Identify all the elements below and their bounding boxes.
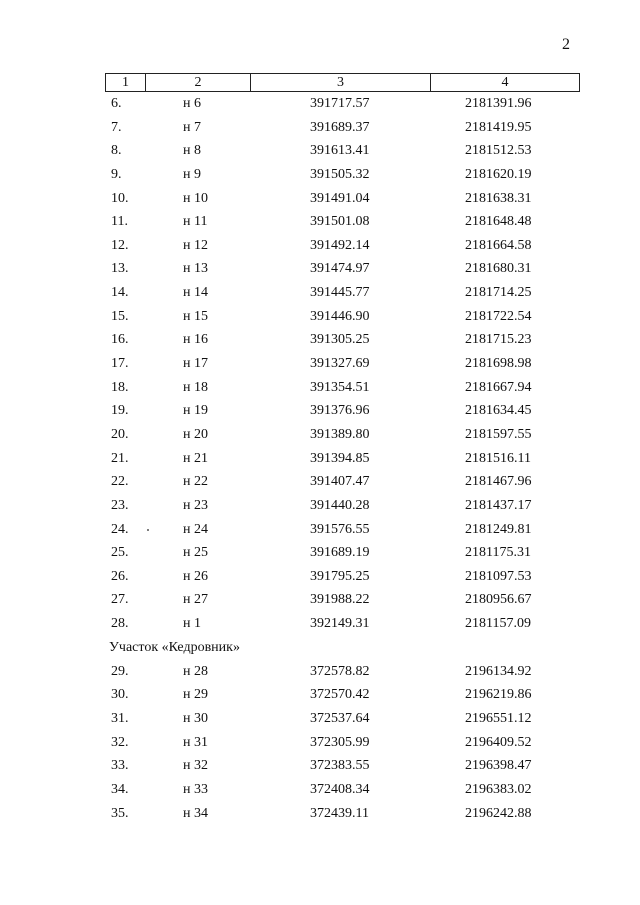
- coordinate-x: 372570.42: [310, 687, 370, 703]
- row-number: 34.: [111, 781, 129, 797]
- point-name: н 9: [183, 166, 201, 182]
- coordinate-y: 2196409.52: [465, 734, 532, 750]
- row-number: 13.: [111, 261, 129, 277]
- point-name: н 25: [183, 545, 208, 561]
- coordinate-y: 2181648.48: [465, 214, 532, 230]
- coordinate-x: 391501.08: [310, 214, 370, 230]
- row-number: 33.: [111, 758, 129, 774]
- table-row: [105, 187, 580, 211]
- table-row: [105, 447, 580, 471]
- coordinate-x: 372439.11: [310, 805, 369, 821]
- column-header-1: 1: [106, 74, 146, 91]
- table-row: [105, 731, 580, 755]
- coordinate-y: 2181597.55: [465, 426, 532, 442]
- point-name: н 8: [183, 143, 201, 159]
- coordinate-x: 391474.97: [310, 261, 370, 277]
- point-name: н 1: [183, 616, 201, 632]
- table-row: [105, 541, 580, 565]
- table-row: [105, 376, 580, 400]
- coordinate-y: 2181175.31: [465, 545, 531, 561]
- point-name: н 13: [183, 261, 208, 277]
- row-number: 11.: [111, 214, 128, 230]
- row-number: 27.: [111, 592, 129, 608]
- table-row: [105, 707, 580, 731]
- coordinate-x: 392149.31: [310, 616, 370, 632]
- row-number: 32.: [111, 734, 129, 750]
- coordinate-x: 391305.25: [310, 332, 370, 348]
- coordinate-y: 2181715.23: [465, 332, 532, 348]
- coordinates-table: [105, 73, 580, 825]
- coordinate-y: 2181512.53: [465, 143, 532, 159]
- table-row: [105, 92, 580, 116]
- coordinate-y: 2181157.09: [465, 616, 531, 632]
- point-name: н 32: [183, 758, 208, 774]
- coordinate-x: 391376.96: [310, 403, 370, 419]
- point-name: н 31: [183, 734, 208, 750]
- point-name: н 26: [183, 568, 208, 584]
- coordinate-y: 2181467.96: [465, 474, 532, 490]
- row-number: 20.: [111, 426, 129, 442]
- row-number: 19.: [111, 403, 129, 419]
- row-number: 31.: [111, 711, 129, 727]
- table-row: [105, 588, 580, 612]
- row-number: 6.: [111, 96, 122, 111]
- coordinate-x: 391440.28: [310, 497, 370, 513]
- coordinate-x: 372408.34: [310, 781, 370, 797]
- coordinate-x: 391407.47: [310, 474, 370, 490]
- table-row: [105, 328, 580, 352]
- point-name: н 20: [183, 426, 208, 442]
- point-name: н 10: [183, 190, 208, 206]
- point-name: н 30: [183, 711, 208, 727]
- row-number: 30.: [111, 687, 129, 703]
- row-number: 24.: [111, 521, 129, 537]
- table-row: [105, 754, 580, 778]
- coordinate-x: 391717.57: [310, 96, 370, 111]
- row-number: 28.: [111, 616, 129, 632]
- point-name: н 33: [183, 781, 208, 797]
- coordinate-x: 391327.69: [310, 356, 370, 372]
- table-row: [105, 116, 580, 140]
- table-row: [105, 163, 580, 187]
- point-name: н 7: [183, 119, 201, 135]
- table-row: [105, 399, 580, 423]
- coordinate-x: 391689.19: [310, 545, 370, 561]
- table-row: [105, 234, 580, 258]
- coordinate-x: 372578.82: [310, 663, 370, 679]
- table-row: [105, 778, 580, 802]
- point-name: н 29: [183, 687, 208, 703]
- coordinate-x: 391492.14: [310, 237, 370, 253]
- coordinate-x: 372383.55: [310, 758, 370, 774]
- column-header-4: 4: [501, 75, 509, 90]
- row-number: 25.: [111, 545, 129, 561]
- table-row: [105, 210, 580, 234]
- table-row: [105, 683, 580, 707]
- coordinate-y: 2181516.11: [465, 450, 531, 466]
- coordinate-y: 2181620.19: [465, 166, 532, 182]
- coordinate-x: 391491.04: [310, 190, 370, 206]
- coordinate-y: 2181634.45: [465, 403, 532, 419]
- point-name: н 14: [183, 285, 208, 301]
- coordinate-y: 2181097.53: [465, 568, 532, 584]
- column-header-2: 2: [146, 74, 251, 91]
- point-name: н 22: [183, 474, 208, 490]
- coordinate-y: 2181667.94: [465, 379, 532, 395]
- point-name: н 16: [183, 332, 208, 348]
- coordinate-y: 2196383.02: [465, 781, 532, 797]
- coordinate-y: 2181638.31: [465, 190, 532, 206]
- row-number: 7.: [111, 119, 122, 135]
- row-number: 21.: [111, 450, 129, 466]
- point-name: н 18: [183, 379, 208, 395]
- table-row: [105, 352, 580, 376]
- coordinate-y: 2196398.47: [465, 758, 532, 774]
- coordinate-x: 391505.32: [310, 166, 370, 182]
- coordinate-y: 2181249.81: [465, 521, 532, 537]
- table-body-second: [105, 660, 580, 825]
- coordinate-y: 2181391.96: [465, 96, 532, 111]
- point-name: н 6: [183, 96, 201, 111]
- point-name: н 28: [183, 663, 208, 679]
- coordinate-y: 2196219.86: [465, 687, 532, 703]
- row-number: 35.: [111, 805, 129, 821]
- table-row: [105, 257, 580, 281]
- coordinate-x: 391613.41: [310, 143, 370, 159]
- row-number: 26.: [111, 568, 129, 584]
- table-row: [105, 518, 580, 542]
- row-number: 12.: [111, 237, 129, 253]
- coordinate-x: 372537.64: [310, 711, 370, 727]
- coordinate-x: 391689.37: [310, 119, 370, 135]
- row-number: 10.: [111, 190, 129, 206]
- point-name: н 12: [183, 237, 208, 253]
- table-row: [105, 305, 580, 329]
- coordinate-y: 2181722.54: [465, 308, 532, 324]
- table-row: [105, 139, 580, 163]
- row-number: 22.: [111, 474, 129, 490]
- table-row: [105, 802, 580, 826]
- section-heading-row: [105, 636, 580, 660]
- row-number: 9.: [111, 166, 122, 182]
- coordinate-x: 391446.90: [310, 308, 370, 324]
- coordinate-x: 391988.22: [310, 592, 370, 608]
- coordinate-y: 2181664.58: [465, 237, 532, 253]
- point-name: н 24: [183, 521, 208, 537]
- coordinate-x: 372305.99: [310, 734, 370, 750]
- row-number: 23.: [111, 497, 129, 513]
- row-number: 15.: [111, 308, 129, 324]
- coordinate-y: 2196242.88: [465, 805, 532, 821]
- point-name: н 34: [183, 805, 208, 821]
- table-row: [105, 470, 580, 494]
- table-row: [105, 281, 580, 305]
- coordinate-y: 2180956.67: [465, 592, 532, 608]
- table-row: [105, 423, 580, 447]
- coordinate-x: 391394.85: [310, 450, 370, 466]
- table-row: [105, 612, 580, 636]
- coordinate-x: 391795.25: [310, 568, 370, 584]
- point-name: н 19: [183, 403, 208, 419]
- point-name: н 23: [183, 497, 208, 513]
- column-header-3: 3: [251, 74, 431, 91]
- coordinate-y: 2181419.95: [465, 119, 532, 135]
- point-name: н 27: [183, 592, 208, 608]
- coordinate-x: 391576.55: [310, 521, 370, 537]
- row-number: 18.: [111, 379, 129, 395]
- coordinate-x: 391354.51: [310, 379, 370, 395]
- coordinate-y: 2181698.98: [465, 356, 532, 372]
- page-number: 2: [562, 36, 570, 53]
- table-row: [105, 565, 580, 589]
- row-number: 17.: [111, 356, 129, 372]
- coordinate-y: 2196551.12: [465, 711, 532, 727]
- row-number: 8.: [111, 143, 122, 159]
- point-name: н 11: [183, 214, 208, 230]
- scan-speck: [147, 529, 149, 531]
- coordinate-y: 2181714.25: [465, 285, 532, 301]
- coordinate-y: 2196134.92: [465, 663, 532, 679]
- section-label: Участок «Кедровник»: [109, 639, 240, 655]
- row-number: 29.: [111, 663, 129, 679]
- point-name: н 15: [183, 308, 208, 324]
- coordinate-y: 2181680.31: [465, 261, 532, 277]
- table-header-row: [105, 73, 580, 92]
- coordinate-x: 391389.80: [310, 426, 370, 442]
- point-name: н 17: [183, 356, 208, 372]
- table-row: [105, 660, 580, 684]
- table-body-first: [105, 92, 580, 636]
- row-number: 14.: [111, 285, 129, 301]
- row-number: 16.: [111, 332, 129, 348]
- table-row: [105, 494, 580, 518]
- coordinate-y: 2181437.17: [465, 497, 532, 513]
- coordinate-x: 391445.77: [310, 285, 370, 301]
- point-name: н 21: [183, 450, 208, 466]
